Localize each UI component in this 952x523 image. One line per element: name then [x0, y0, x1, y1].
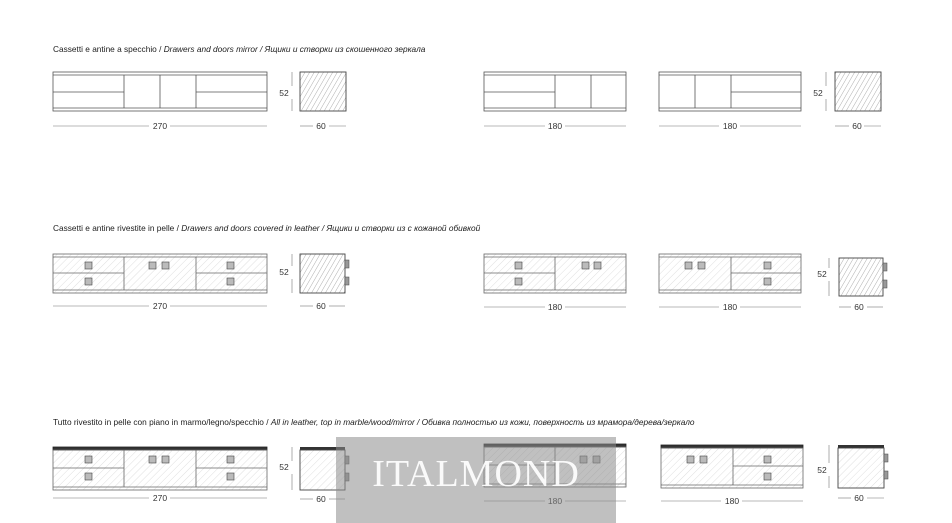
dim-depth: 60: [852, 121, 862, 131]
side-view-all-leather-2: [838, 445, 888, 488]
dim-width-270: 270: [152, 493, 168, 503]
dim-width-180: 180: [722, 302, 738, 312]
dim-width-270: 270: [152, 121, 168, 131]
dim-depth: 60: [316, 494, 326, 504]
dim-width-180: 180: [722, 121, 738, 131]
dim-width-270: 270: [152, 301, 168, 311]
side-view-mirror-1: [300, 72, 346, 111]
section-title-leather: Cassetti e antine rivestite in pelle / Drawers and doors covered in leather / Ящики и створки из с кожаной обивкой: [53, 223, 481, 233]
side-view-leather-1: [300, 254, 349, 293]
dim-depth: 60: [854, 493, 864, 503]
dim-width-180: 180: [724, 496, 740, 506]
sideboard-270-all-leather: [53, 447, 267, 490]
sideboard-180-mirror-b: [659, 72, 801, 111]
side-view-mirror-2: [835, 72, 881, 111]
sideboard-270-mirror: [53, 72, 267, 111]
sideboard-180-mirror-a: [484, 72, 626, 111]
dim-height: 52: [279, 462, 289, 472]
dim-height: 52: [279, 267, 289, 277]
dim-height: 52: [279, 88, 289, 98]
dim-height: 52: [817, 465, 827, 475]
section-title-mirror: Cassetti e antine a specchio / Drawers and doors mirror / Ящики и створки из скошенного зеркала: [53, 44, 426, 54]
watermark-text: ITALMOND: [372, 453, 580, 495]
dim-width-180: 180: [547, 121, 563, 131]
sideboard-180-all-leather-b: [661, 445, 803, 488]
dim-height: 52: [817, 269, 827, 279]
section-title-all-leather: Tutto rivestito in pelle con piano in marmo/legno/specchio / All in leather, top in marble/wood/mirror / Обивка полностью из кожи, поверхность из мрамора/дерева/зеркало: [53, 417, 695, 427]
sideboard-180-leather-a: [484, 254, 626, 293]
dim-depth: 60: [854, 302, 864, 312]
dim-width-180: 180: [547, 302, 563, 312]
dim-depth: 60: [316, 301, 326, 311]
sideboard-270-leather: [53, 254, 267, 293]
dim-height: 52: [813, 88, 823, 98]
side-view-leather-2: [839, 258, 887, 296]
dim-depth: 60: [316, 121, 326, 131]
sideboard-180-leather-b: [659, 254, 801, 293]
